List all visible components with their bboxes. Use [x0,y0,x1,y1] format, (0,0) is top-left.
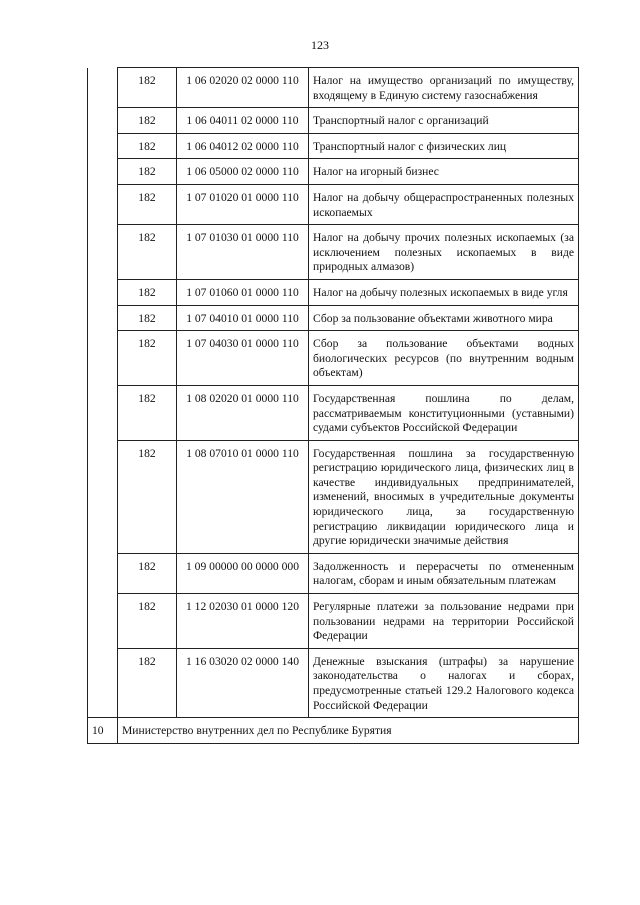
budget-code-cell: 1 12 02030 01 0000 120 [177,594,309,649]
description-cell: Сбор за пользование объектами водных биологических ресурсов (по внутренним водным объектам) [309,331,579,386]
admin-code-cell: 182 [118,594,177,649]
admin-code-cell: 182 [118,553,177,593]
budget-code-cell: 1 07 01030 01 0000 110 [177,225,309,280]
table-row [88,331,579,386]
budget-code-cell: 1 06 04012 02 0000 110 [177,133,309,159]
budget-code-cell: 1 08 02020 01 0000 110 [177,385,309,440]
table-row [88,279,579,305]
table-row [88,440,579,553]
admin-code-cell: 182 [118,133,177,159]
budget-code-cell: 1 06 04011 02 0000 110 [177,108,309,134]
description-cell: Налог на добычу прочих полезных ископаемых (за исключением полезных ископаемых в виде природных алмазов) [309,225,579,280]
budget-code-cell: 1 07 01020 01 0000 110 [177,184,309,224]
budget-code-cell: 1 07 04010 01 0000 110 [177,305,309,331]
description-cell: Транспортный налог с организаций [309,108,579,134]
admin-code-cell: 182 [118,108,177,134]
budget-code-cell: 1 07 01060 01 0000 110 [177,279,309,305]
admin-code-cell: 182 [118,279,177,305]
page-number: 123 [311,38,329,52]
description-cell: Денежные взыскания (штрафы) за нарушение законодательства о налогах и сборах, предусмотренные статьей 129.2 Налогового кодекса Российской Федерации [309,648,579,717]
budget-code-cell: 1 07 04030 01 0000 110 [177,331,309,386]
admin-code-cell: 182 [118,68,177,108]
admin-code-cell: 182 [118,331,177,386]
row-number-cell [88,68,118,718]
budget-classification-table [87,67,579,744]
table-row [88,385,579,440]
table-row [88,133,579,159]
section-title-cell: Министерство внутренних дел по Республике Бурятия [118,718,579,744]
table-row [88,553,579,593]
budget-code-cell: 1 16 03020 02 0000 140 [177,648,309,717]
admin-code-cell: 182 [118,225,177,280]
description-cell: Транспортный налог с физических лиц [309,133,579,159]
admin-code-cell: 182 [118,385,177,440]
description-cell: Налог на имущество организаций по имуществу, входящему в Единую систему газоснабжения [309,68,579,108]
table-row [88,108,579,134]
description-cell: Регулярные платежи за пользование недрами при пользовании недрами на территории Российской Федерации [309,594,579,649]
budget-code-cell: 1 06 02020 02 0000 110 [177,68,309,108]
admin-code-cell: 182 [118,159,177,185]
admin-code-cell: 182 [118,305,177,331]
description-cell: Государственная пошлина по делам, рассматриваемым конституционными (уставными) судами субъектов Российской Федерации [309,385,579,440]
table-row [88,305,579,331]
table-body [88,68,579,744]
section-row [88,718,579,744]
table-row [88,68,579,108]
table-row [88,225,579,280]
section-number-cell: 10 [88,718,118,744]
description-cell: Налог на добычу общераспространенных полезных ископаемых [309,184,579,224]
description-cell: Налог на игорный бизнес [309,159,579,185]
admin-code-cell: 182 [118,648,177,717]
description-cell: Сбор за пользование объектами животного мира [309,305,579,331]
table-row [88,184,579,224]
admin-code-cell: 182 [118,184,177,224]
budget-code-cell: 1 09 00000 00 0000 000 [177,553,309,593]
description-cell: Задолженность и перерасчеты по отмененным налогам, сборам и иным обязательным платежам [309,553,579,593]
description-cell: Государственная пошлина за государственную регистрацию юридического лица, физических лиц в качестве индивидуальных предпринимателей, изменений, вносимых в учредительные документы юридического лица, за государственную регистрацию ликвидации юридического лица и другие юридически значимые действия [309,440,579,553]
table-row [88,648,579,717]
admin-code-cell: 182 [118,440,177,553]
description-cell: Налог на добычу полезных ископаемых в виде угля [309,279,579,305]
table-row [88,594,579,649]
budget-code-cell: 1 06 05000 02 0000 110 [177,159,309,185]
budget-code-cell: 1 08 07010 01 0000 110 [177,440,309,553]
table-row [88,159,579,185]
